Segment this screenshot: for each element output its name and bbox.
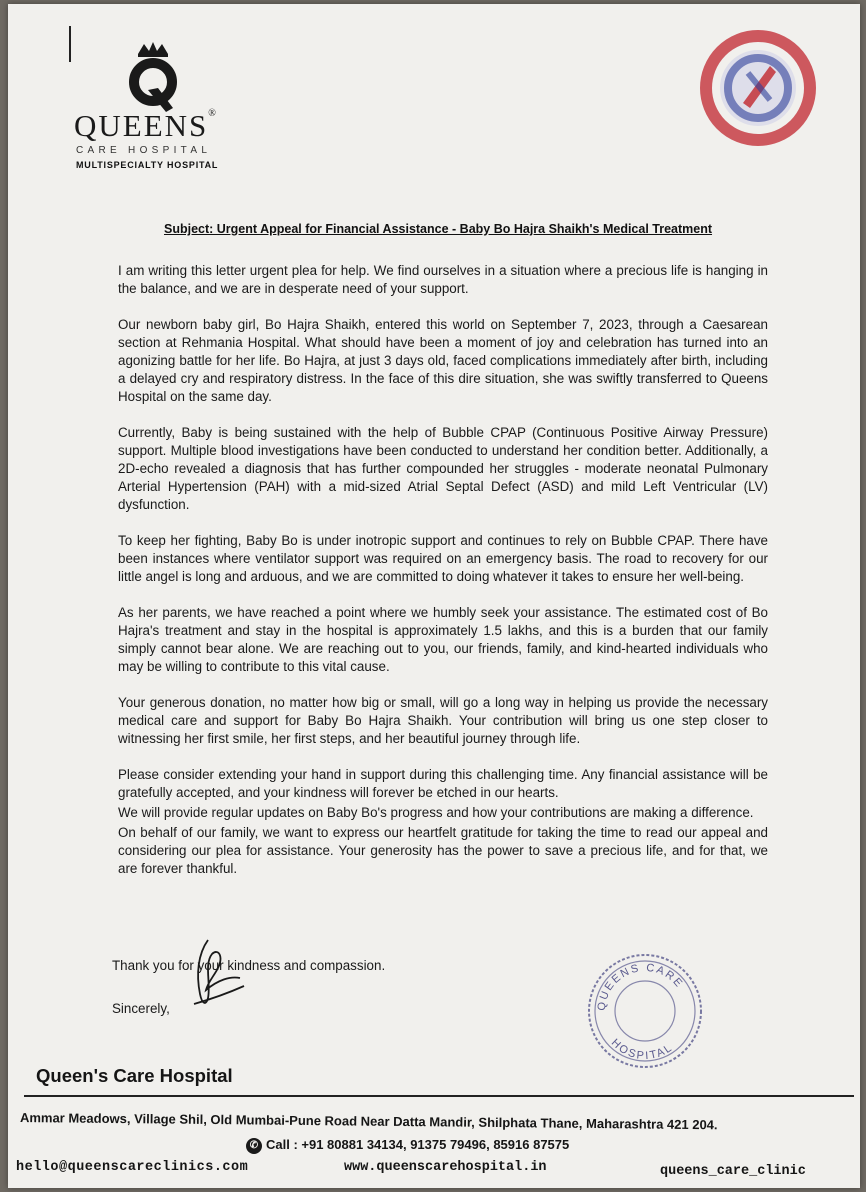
phone-numbers: Call : +91 80881 34134, 91375 79496, 85916 87575 [266,1137,570,1152]
paragraph: To keep her fighting, Baby Bo is under inotropic support and continues to rely on Bubble CPAP. There have been instances where ventilator support was required on an emergency basis. The road to recovery for our little angel is long and arduous, and we are committed to doing whatever it takes to ensure her well-being. [118,533,768,584]
paragraph: On behalf of our family, we want to express our heartfelt gratitude for taking the time to read our appeal and considering our plea for assistance. Your generosity has the power to save a precious life, and for that, we are forever thankful. [118,825,768,876]
hospital-badge-icon [698,28,818,148]
hospital-stamp-icon [583,949,708,1074]
footer-website: www.queenscarehospital.in [344,1160,547,1175]
footer-address: Ammar Meadows, Village Shil, Old Mumbai-Pune Road Near Datta Mandir, Shilphata Thane, Maharashtra 421 204. [19,1110,718,1133]
footer-social-handle: queens_care_clinic [660,1164,806,1179]
paragraph: I am writing this letter urgent plea for help. We find ourselves in a situation where a precious life is hanging in the balance, and we are in desperate need of your support. [118,263,768,296]
paragraph: As her parents, we have reached a point where we humbly seek your assistance. The estimated cost of Bo Hajra's treatment and stay in the hospital is approximately 1.5 lakhs, and this is a burden that our family simply cannot bear alone. We are reaching out to you, our friends, family, and kind-hearted individuals who may be willing to contribute to this vital cause. [118,605,768,674]
paragraph: Please consider extending your hand in support during this challenging time. Any financial assistance will be gratefully accepted, and your kindness will forever be etched in our hearts. [118,767,768,800]
footer-divider [24,1095,854,1097]
logo-subtitle: CARE HOSPITAL [76,145,212,156]
stamp-top-text: QUEENS CARE [595,961,686,1012]
paragraph: Your generous donation, no matter how big or small, will go a long way in helping us provide the necessary medical care and support for Baby Bo Hajra Shaikh. Your contribution will bring us one step closer to witnessing her first smile, her first steps, and her beautiful journey through life. [118,695,768,746]
phone-icon: ✆ [246,1138,262,1154]
letter-subject: Subject: Urgent Appeal for Financial Assistance - Baby Bo Hajra Shaikh's Medical Treatment [164,222,713,236]
letter-page [8,4,860,1188]
paragraph: We will provide regular updates on Baby Bo's progress and how your contributions are making a difference. [118,805,754,820]
footer-hospital-name: Queen's Care Hospital [36,1065,233,1086]
logo-tagline: MULTISPECIALTY HOSPITAL [76,160,219,170]
sign-off: Sincerely, [112,1001,170,1016]
footer-phone [246,1137,569,1154]
thanks-line: Thank you for your kindness and compassion. [112,958,386,973]
footer-email: hello@queenscareclinics.com [16,1160,249,1175]
hospital-logo [70,42,240,182]
signature-icon [178,934,258,1014]
letter-body [118,262,768,880]
paragraph: Our newborn baby girl, Bo Hajra Shaikh, entered this world on September 7, 2023, through a Caesarean section at Rehmania Hospital. What should have been a moment of joy and celebration has turned into an agonizing battle for her life. Bo Hajra, at just 3 days old, faced complications immediately after birth, including a delayed cry and respiratory distress. In the face of this dire situation, she was swiftly transferred to Queens Hospital on the same day. [118,317,768,404]
logo-wordmark: QUEENS® [74,108,218,143]
paragraph: Currently, Baby is being sustained with the help of Bubble CPAP (Continuous Positive Airway Pressure) support. Multiple blood investigations have been conducted to understand her condition better. Additionally, a 2D-echo revealed a diagnosis that has further compounded her struggles - moderate neonatal Pulmonary Arterial Hypertension (PAH) with a mid-sized Atrial Septal Defect (ASD) and mild Left Ventricular (LV) dysfunction. [118,425,768,512]
crown-q-emblem-icon [118,42,188,114]
stamp-bottom-text: HOSPITAL [608,1036,676,1063]
